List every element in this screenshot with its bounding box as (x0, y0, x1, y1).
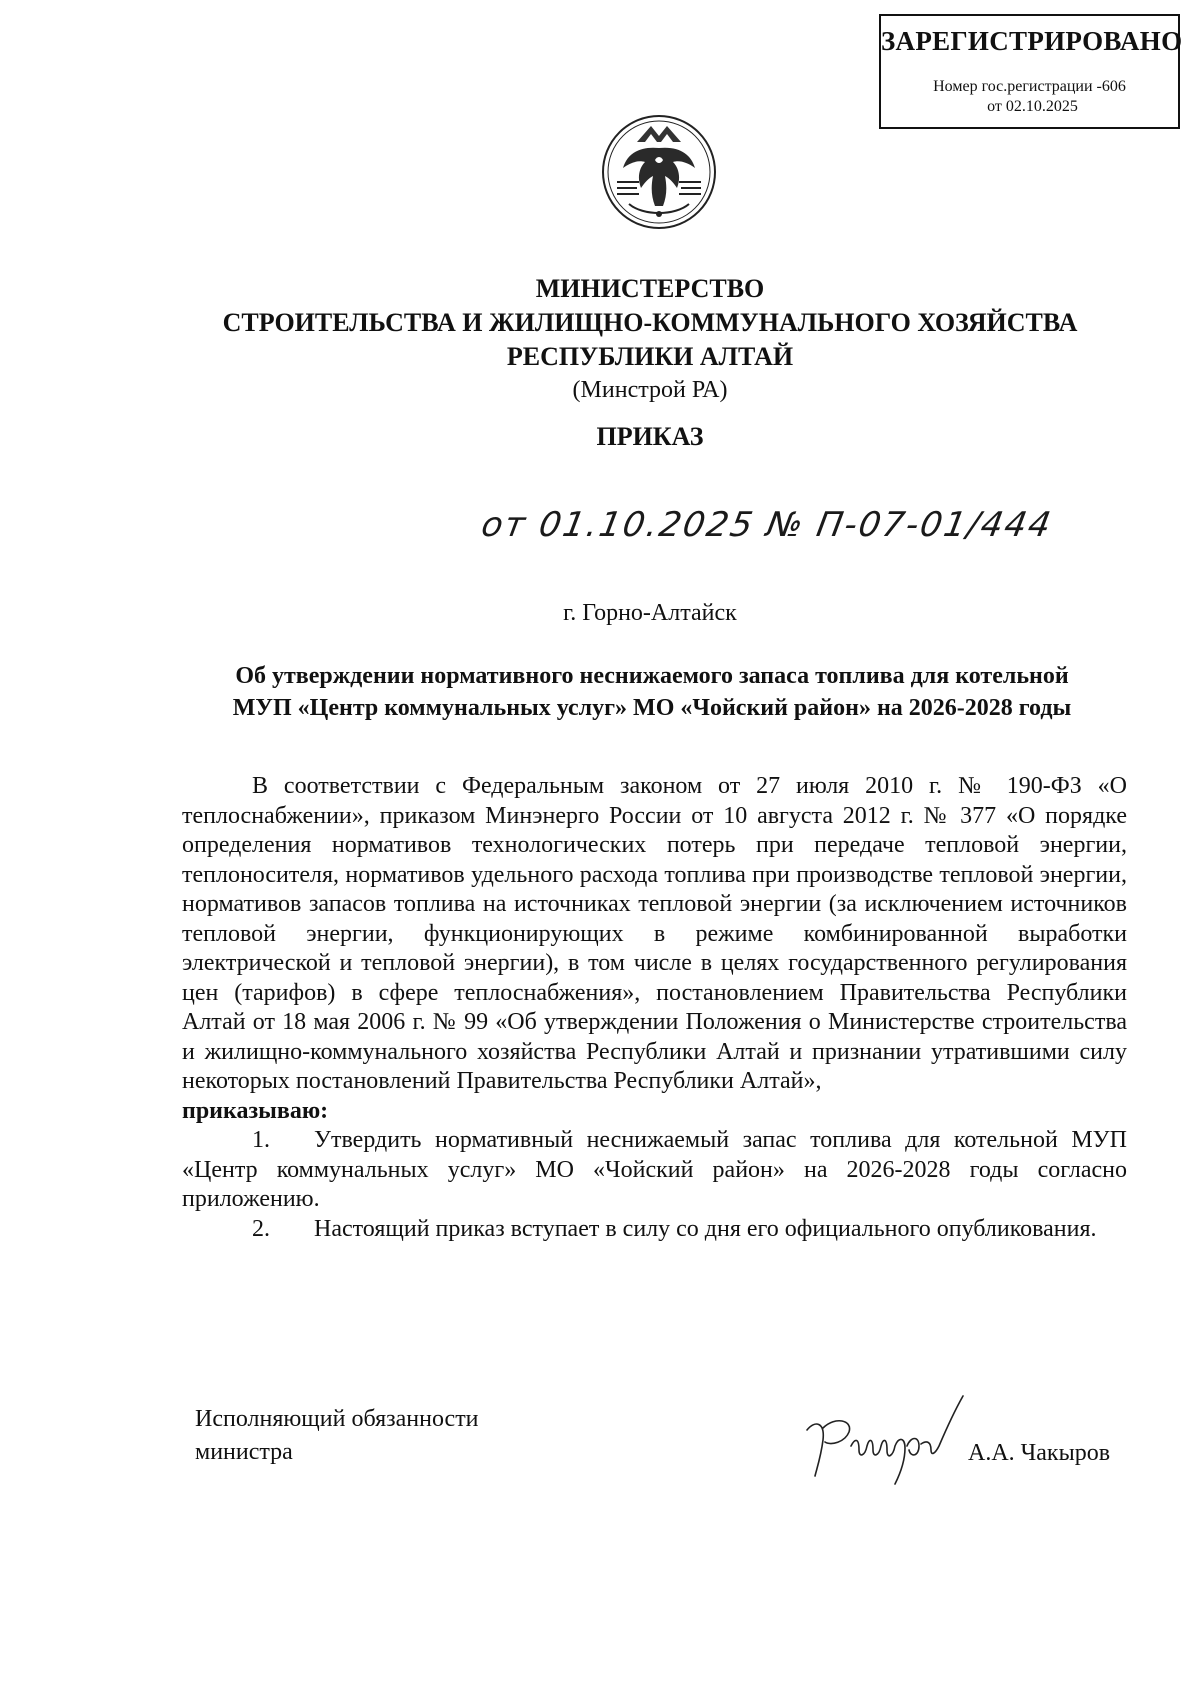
decree-word: приказываю: (182, 1097, 329, 1124)
ministry-short-name: (Минстрой РА) (572, 377, 728, 403)
signer-name: А.А. Чакыров (968, 1440, 1111, 1466)
registration-number: Номер гос.регистрации -606 (933, 78, 1126, 95)
header-line-1: МИНИСТЕРСТВО (535, 274, 765, 303)
registration-title: ЗАРЕГИСТРИРОВАНО (881, 26, 1183, 56)
signer-role (195, 1403, 479, 1469)
subject-line-2: МУП «Центр коммунальных услуг» МО «Чойский район» на 2026-2028 годы (232, 695, 1072, 721)
item-text: Настоящий приказ вступает в силу со дня его официального опубликования. (314, 1215, 1097, 1242)
item-text: Утвердить нормативный неснижаемый запас топлива для котельной МУП «Центр коммунальных услуг» МО «Чойский район» на 2026-2028 годы согласно приложению. (182, 1127, 1127, 1212)
registration-stamp (879, 14, 1183, 129)
order-date-number: от 01.10.2025 № П-07-01/444 (478, 505, 1056, 545)
item-number: 2. (252, 1215, 270, 1242)
preamble: В соответствии с Федеральным законом от 27 июля 2010 г. № 190-ФЗ «О теплоснабжении», приказом Минэнерго России от 10 августа 2012 г. № 377 «О порядке определения нормативов технологических потерь при передаче тепловой энергии, теплоносителя, нормативов удельного расхода топлива при производстве тепловой энергии, нормативов запасов топлива на источниках тепловой энергии (за исключением источников тепловой энергии, функционирующих в режиме комбинированной выработки электрической и тепловой энергии), в том числе в целях государственного регулирования цен (тарифов) в сфере теплоснабжения», постановлением Правительства Республики Алтай от 18 мая 2006 г. № 99 «Об утверждении Положения о Министерстве строительства и жилищно-коммунального хозяйства Республики Алтай и признании утратившими силу некоторых постановлений Правительства Республики Алтай», (182, 773, 1127, 1094)
item-number: 1. (252, 1127, 270, 1153)
handwritten-signature (795, 1380, 975, 1490)
order-body (182, 772, 1127, 1244)
signer-role-line-2: министра (195, 1439, 293, 1465)
registration-date: от 02.10.2025 (987, 98, 1078, 115)
order-item-1 (182, 1126, 1127, 1215)
city: г. Горно-Алтайск (563, 600, 737, 626)
order-subject (182, 660, 1122, 724)
signer-role-line-1: Исполняющий обязанности (195, 1406, 479, 1432)
ministry-header (0, 272, 1200, 406)
header-line-3: РЕСПУБЛИКИ АЛТАЙ (506, 342, 794, 371)
order-item-2 (182, 1215, 1127, 1245)
republic-altai-coat-of-arms-icon (599, 112, 719, 232)
order-title: ПРИКАЗ (596, 422, 704, 451)
header-line-2: СТРОИТЕЛЬСТВА И ЖИЛИЩНО-КОММУНАЛЬНОГО ХОЗЯЙСТВА (222, 308, 1078, 337)
subject-line-1: Об утверждении нормативного неснижаемого запаса топлива для котельной (235, 663, 1069, 689)
